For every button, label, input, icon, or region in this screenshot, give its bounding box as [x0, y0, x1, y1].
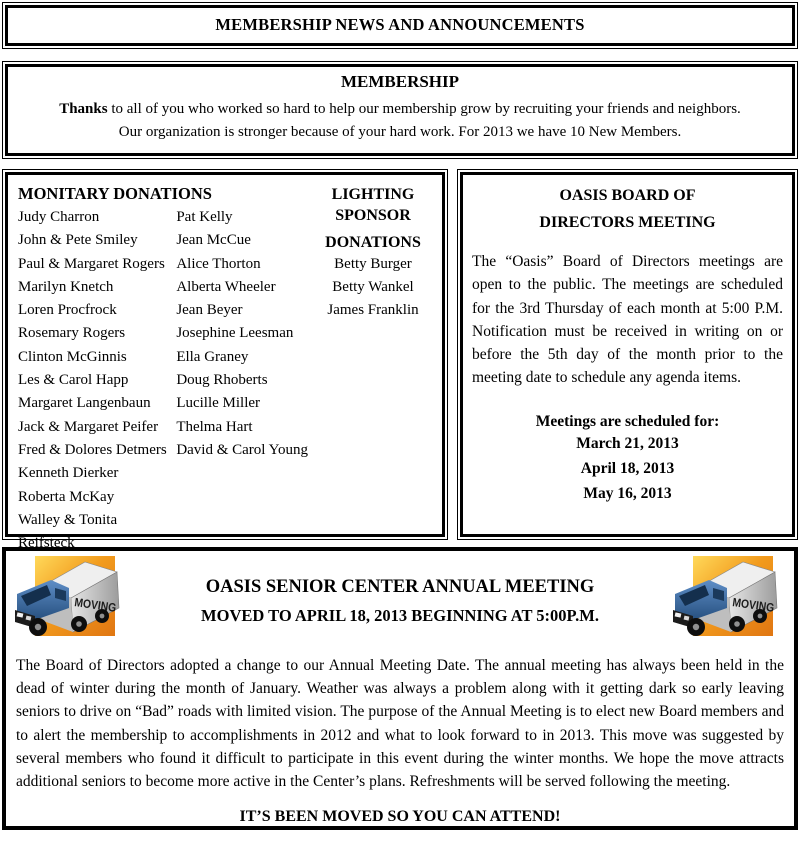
membership-box [2, 61, 798, 159]
lighting-heading-line-2: SPONSOR [335, 207, 411, 224]
truck-label-text: MOVING [73, 595, 124, 616]
lighting-donor-list [308, 253, 438, 322]
donor-name: James Franklin [327, 302, 419, 318]
lighting-heading-line-3: DONATIONS [325, 234, 421, 251]
schedule-heading: Meetings are scheduled for: [535, 412, 720, 430]
donor-list-column-1 [18, 206, 176, 555]
annual-meeting-subtitle: MOVED TO APRIL 18, 2013 BEGINNING AT 5:00P.M. [201, 606, 599, 625]
donor-name: Margaret Langenbaun [18, 395, 151, 412]
donor-name: Kenneth Dierker [18, 465, 119, 482]
donor-name: Marilyn Knetch [18, 278, 114, 295]
middle-row [2, 169, 798, 552]
moving-truck-icon [669, 554, 785, 644]
moving-truck-image-left [11, 554, 131, 649]
annual-meeting-headings [131, 577, 669, 626]
donor-name: Loren Procfrock [18, 302, 117, 319]
lighting-sponsor-section [308, 181, 438, 555]
donor-name: Alberta Wheeler [176, 278, 276, 295]
donor-name: Betty Wankel [332, 279, 414, 295]
donor-name: Paul & Margaret Rogers [18, 255, 165, 272]
donor-name: Jean McCue [176, 232, 251, 249]
membership-paragraph [16, 98, 784, 143]
meeting-dates-list [472, 431, 783, 506]
truck-label-text: MOVING [731, 595, 782, 616]
donations-heading: MONITARY DONATIONS [18, 184, 212, 203]
membership-line-1: Thanks to all of you who worked so hard to help our membership grow by recruiting your friends and neighbors. [59, 101, 741, 117]
donor-name: Jean Beyer [176, 302, 243, 319]
moving-truck-icon [11, 554, 127, 644]
donor-name: Betty Burger [334, 256, 412, 272]
annual-meeting-box [2, 547, 798, 830]
donor-name: Josephine Leesman [176, 325, 294, 342]
thanks-emphasis: Thanks [59, 101, 108, 117]
donations-box [2, 169, 448, 552]
donor-name: Fred & Dolores Detmers [18, 441, 167, 458]
donor-name: Alice Thorton [176, 255, 261, 272]
donor-name: Judy Charron [18, 209, 100, 225]
board-paragraph: The “Oasis” Board of Directors meetings are open to the public. The meetings are scheduled for the 3rd Thursday of each month at 5:00 P.M. Notification must be received in writing on or before the 5th day of the month prior to the meeting date to schedule any agenda items. [472, 253, 783, 387]
donor-name: Ella Graney [176, 348, 249, 365]
donor-name: Les & Carol Happ [18, 372, 129, 389]
donor-name: Jack & Margaret Peifer [18, 418, 159, 435]
donor-list-column-2 [176, 206, 308, 555]
donor-name: David & Carol Young [176, 441, 308, 458]
donor-name: Doug Rhoberts [176, 372, 268, 389]
lighting-heading-line-1: LIGHTING [331, 186, 415, 203]
donor-name: John & Pete Smiley [18, 232, 138, 249]
annual-meeting-paragraph: The Board of Directors adopted a change to our Annual Meeting Date. The annual meeting has always been held in the dead of winter during the month of January. Weather was always a problem along with it getting dark so early leaving seniors to drive on “Bad” roads with limited vision. The purpose of the Annual Meeting is to elect new Board members and to alert the membership to accomplishments in 2012 and what to look forward to in 2013. This move was suggested by several members who found it difficult to participate in this event during the winter months. We hope the move attracts additional seniors to become more active in the Center’s plans. Refreshments will be served following the meeting. [16, 657, 784, 791]
board-heading [472, 182, 783, 236]
meeting-date: May 16, 2013 [583, 484, 672, 502]
board-heading-line-1: OASIS BOARD OF [559, 187, 696, 204]
membership-heading: MEMBERSHIP [340, 72, 460, 91]
donor-name: Clinton McGinnis [18, 348, 127, 365]
annual-meeting-title: OASIS SENIOR CENTER ANNUAL MEETING [205, 577, 595, 597]
donor-name: Lucille Miller [176, 395, 261, 412]
annual-meeting-closing: IT’S BEEN MOVED SO YOU CAN ATTEND! [239, 808, 561, 826]
donor-name: Walley & Tonita Reifsteck [18, 511, 118, 552]
board-meeting-box [457, 169, 798, 540]
meeting-date: March 21, 2013 [576, 434, 679, 452]
donor-name: Thelma Hart [176, 418, 253, 435]
board-heading-line-2: DIRECTORS MEETING [539, 214, 716, 231]
meeting-date: April 18, 2013 [580, 459, 675, 477]
moving-truck-image-right [669, 554, 789, 649]
banner-box [2, 2, 798, 49]
membership-line-2: Our organization is stronger because of your hard work. For 2013 we have 10 New Members. [118, 123, 682, 140]
donor-name: Roberta McKay [18, 488, 115, 505]
donor-name: Rosemary Rogers [18, 325, 126, 342]
donor-name: Pat Kelly [176, 209, 233, 225]
page-title: MEMBERSHIP NEWS AND ANNOUNCEMENTS [215, 15, 585, 34]
